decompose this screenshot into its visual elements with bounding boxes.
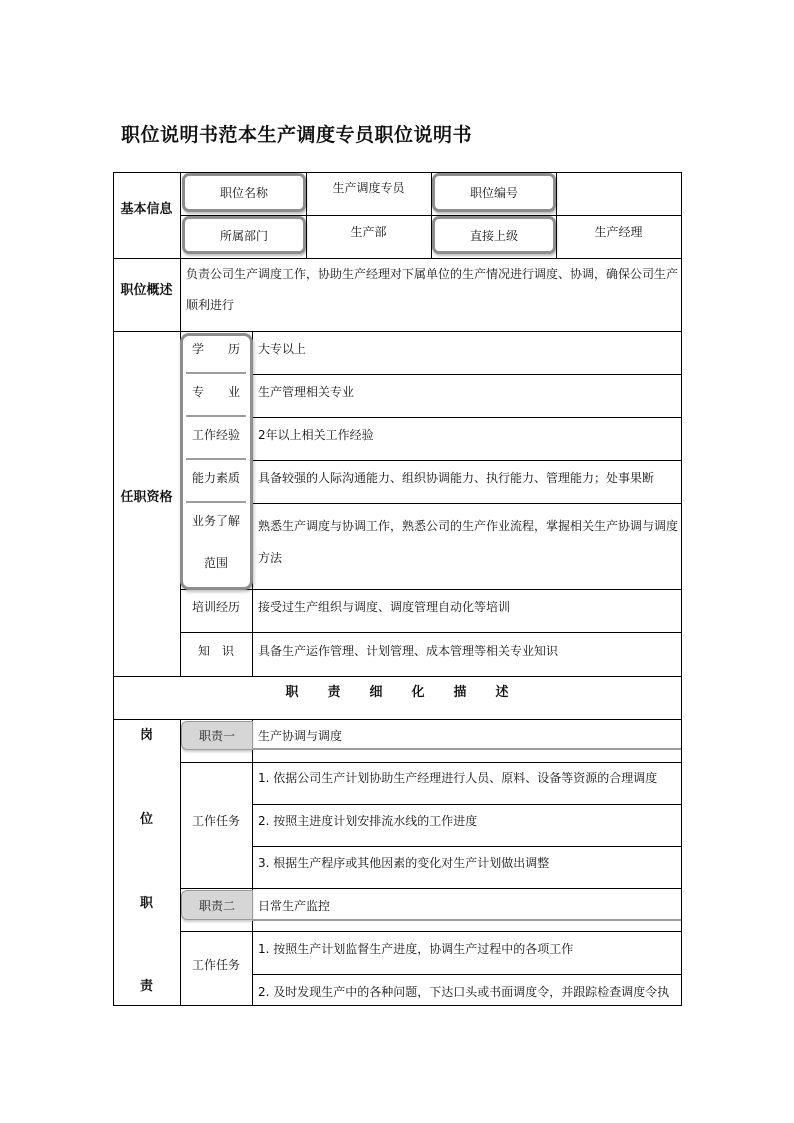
department-label: 所属部门 [182,216,306,254]
knowledge-value: 具备生产运作管理、计划管理、成本管理等相关专业知识 [258,644,559,658]
overview-line-1: 负责公司生产调度工作，协助生产经理对下属单位的生产情况进行调度、协调，确保公司生产 [186,267,679,281]
overview-line-2: 顺利进行 [186,298,235,312]
basic-info-label: 基本信息 [120,202,173,217]
ability-label: 能力素质 [191,471,240,485]
supervisor-label: 直接上级 [432,216,556,254]
knowledge-label: 知 识 [197,644,234,658]
business-label-line-1: 业务了解 [191,514,240,528]
duty-2-label: 职责二 [181,890,253,920]
position-name-value: 生产调度专员 [332,181,405,195]
duties-side-char-1: 岗 [139,728,153,743]
duty-1-task-label: 工作任务 [191,814,240,828]
duty-2-task-1: 1. 按照生产计划监督生产进度，协调生产过程中的各项工作 [258,942,574,956]
duty-1-label: 职责一 [181,721,253,750]
duty-1-task-2: 2. 按照主进度计划安排流水线的工作进度 [258,814,478,828]
duty-1-task-3: 3. 根据生产程序或其他因素的变化对生产计划做出调整 [258,856,550,870]
ability-value: 具备较强的人际沟通能力、组织协调能力、执行能力、管理能力；处事果断 [258,471,655,485]
position-name-label: 职位名称 [182,173,306,212]
duties-side-char-3: 职 [139,896,153,911]
supervisor-value: 生产经理 [594,225,643,239]
page-title: 职位说明书范本生产调度专员职位说明书 [121,124,473,146]
duty-1-value: 生产协调与调度 [258,729,343,743]
business-value-line-2: 方法 [258,551,283,565]
education-value: 大专以上 [258,342,307,356]
duty-2-value: 日常生产监控 [258,899,331,913]
duty-2-task-label: 工作任务 [191,958,240,972]
department-value: 生产部 [350,225,387,239]
duty-1-task-1: 1. 依据公司生产计划协助生产经理进行人员、原料、设备等资源的合理调度 [258,771,658,785]
experience-value: 2年以上相关工作经验 [258,428,374,442]
major-value: 生产管理相关专业 [258,385,355,399]
business-value-line-1: 熟悉生产调度与协调工作，熟悉公司的生产作业流程，掌握相关生产协调与调度 [258,519,679,533]
education-label: 学 历 [191,342,240,356]
position-code-label: 职位编号 [432,173,556,212]
training-value: 接受过生产组织与调度、调度管理自动化等培训 [258,600,511,614]
major-label: 专 业 [191,385,240,399]
duties-side-char-2: 位 [139,812,153,827]
duty-2-task-2: 2. 及时发现生产中的各种问题，下达口头或书面调度令，并跟踪检查调度令执 [258,985,670,999]
business-label-line-2: 范围 [203,556,228,570]
training-label: 培训经历 [191,600,240,614]
qualifications-label: 任职资格 [120,490,173,505]
duties-header: 职 责 细 化 描 述 [285,685,510,700]
experience-label: 工作经验 [191,428,240,442]
duties-side-char-4: 责 [139,979,153,994]
overview-label: 职位概述 [120,283,173,298]
